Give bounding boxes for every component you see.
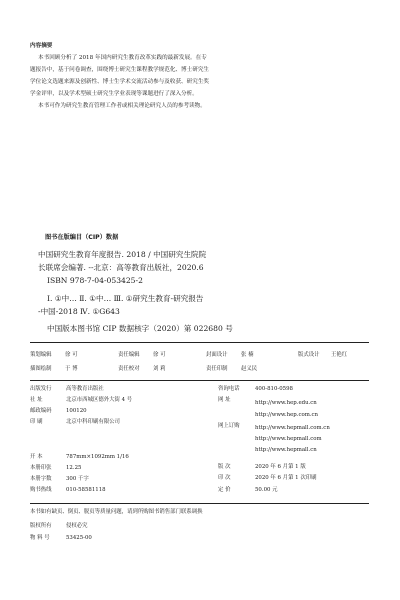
publisher-label: 购书热线 <box>30 487 52 493</box>
staff-value: 赵义民 <box>241 366 258 372</box>
publisher-value: 400-810-0598 <box>255 386 293 392</box>
publisher-value: 300 千字 <box>66 476 89 482</box>
publisher-label: 本册印张 <box>30 465 52 471</box>
cip-line: -中国-2018 Ⅳ. ①G643 <box>38 307 120 316</box>
website-link[interactable]: http://www.hepmall.com.cn <box>255 425 330 431</box>
publisher-value: 100120 <box>66 408 87 414</box>
publisher-label: 定 价 <box>218 487 231 493</box>
cip-line: ISBN 978-7-04-053425-2 <box>47 276 143 285</box>
summary-line: 学金评审，以及学术型硕士研究生学业表现等课题进行了深入分析。 <box>30 91 198 97</box>
staff-value: 王艳红 <box>331 352 348 358</box>
website-link[interactable]: http://www.hepmall.cn <box>255 447 317 453</box>
staff-value: 张 楠 <box>241 352 254 358</box>
publisher-value: 北京中科印刷有限公司 <box>66 419 120 425</box>
summary-line: 学位论文选题来源及创新性、博士生学术交流活动参与及收获、研究生奖 <box>30 79 210 85</box>
staff-value: 刘 莉 <box>153 366 166 372</box>
publisher-value: 2020 年 6 月第 1 版 <box>255 464 306 470</box>
publisher-label: 网上订购 <box>218 423 240 429</box>
staff-label: 责任印制 <box>206 366 228 372</box>
staff-value: 徐 可 <box>153 352 166 358</box>
divider <box>30 342 369 343</box>
publisher-label: 咨询电话 <box>218 386 240 392</box>
publisher-value: 787mm×1092mm 1/16 <box>66 454 129 460</box>
cip-line: Ⅰ. ①中… Ⅱ. ①中… Ⅲ. ①研究生教育-研究报告 <box>47 294 204 303</box>
publisher-label: 邮政编码 <box>30 408 52 414</box>
publisher-value: 010-58581118 <box>66 487 106 493</box>
footer-value: 53425-00 <box>66 535 92 541</box>
staff-label: 策划编辑 <box>30 352 52 358</box>
publisher-label: 网 址 <box>218 397 231 403</box>
footer-label: 版权所有 <box>30 523 52 529</box>
divider <box>30 503 369 504</box>
staff-label: 责任编辑 <box>118 352 140 358</box>
summary-line: 本书回顾分析了 2018 年国内研究生教育改革实践的最新发展。在专 <box>38 55 207 61</box>
publisher-value: 50.00 元 <box>255 487 278 493</box>
divider <box>30 380 369 381</box>
staff-value: 于 博 <box>65 366 78 372</box>
cip-line: 中国版本图书馆 CIP 数据核字（2020）第 022680 号 <box>47 324 233 333</box>
cip-line: 中国研究生教育年度报告. 2018 / 中国研究生院院 <box>38 250 207 259</box>
website-link[interactable]: http://www.hepmall.com <box>255 436 322 442</box>
publisher-label: 出版发行 <box>30 386 52 392</box>
footer-value: 侵权必究 <box>66 523 88 529</box>
footer-label: 物 料 号 <box>30 535 50 541</box>
website-link[interactable]: http://www.hep.edu.cn <box>255 400 317 406</box>
publisher-value: 高等教育出版社 <box>66 386 104 392</box>
summary-line: 题报告中，基于问卷调查，围绕博士研究生课程教学规范化、博士研究生 <box>30 67 210 73</box>
publisher-label: 社 址 <box>30 397 43 403</box>
publisher-value: 12.25 <box>66 465 82 471</box>
summary-line: 本书可作为研究生教育管理工作者或相关理论研究人员的参考读物。 <box>38 103 206 109</box>
publisher-value: 2020 年 6 月第 1 次印刷 <box>255 475 317 481</box>
publisher-label: 印 次 <box>218 475 231 481</box>
publisher-label: 印 刷 <box>30 419 43 425</box>
publisher-label: 版 次 <box>218 464 231 470</box>
cip-line: 长联席会编著. --北京：高等教育出版社，2020.6 <box>38 263 204 272</box>
cip-heading: 图书在版编目（CIP）数据 <box>45 234 119 241</box>
website-link[interactable]: http://www.hep.com.cn <box>255 412 319 418</box>
publisher-label: 本册字数 <box>30 476 52 482</box>
quality-notice: 本书如有缺页、倒页、脱页等质量问题，请到所购图书销售部门联系调换 <box>30 509 203 515</box>
publisher-value: 北京市西城区德外大街 4 号 <box>66 397 133 403</box>
publisher-label: 开 本 <box>30 454 43 460</box>
summary-heading: 内容摘要 <box>30 43 53 49</box>
staff-label: 责任校对 <box>118 366 140 372</box>
staff-label: 封面设计 <box>206 352 228 358</box>
staff-label: 版式设计 <box>298 352 320 358</box>
staff-label: 插图绘制 <box>30 366 52 372</box>
staff-value: 徐 可 <box>65 352 78 358</box>
